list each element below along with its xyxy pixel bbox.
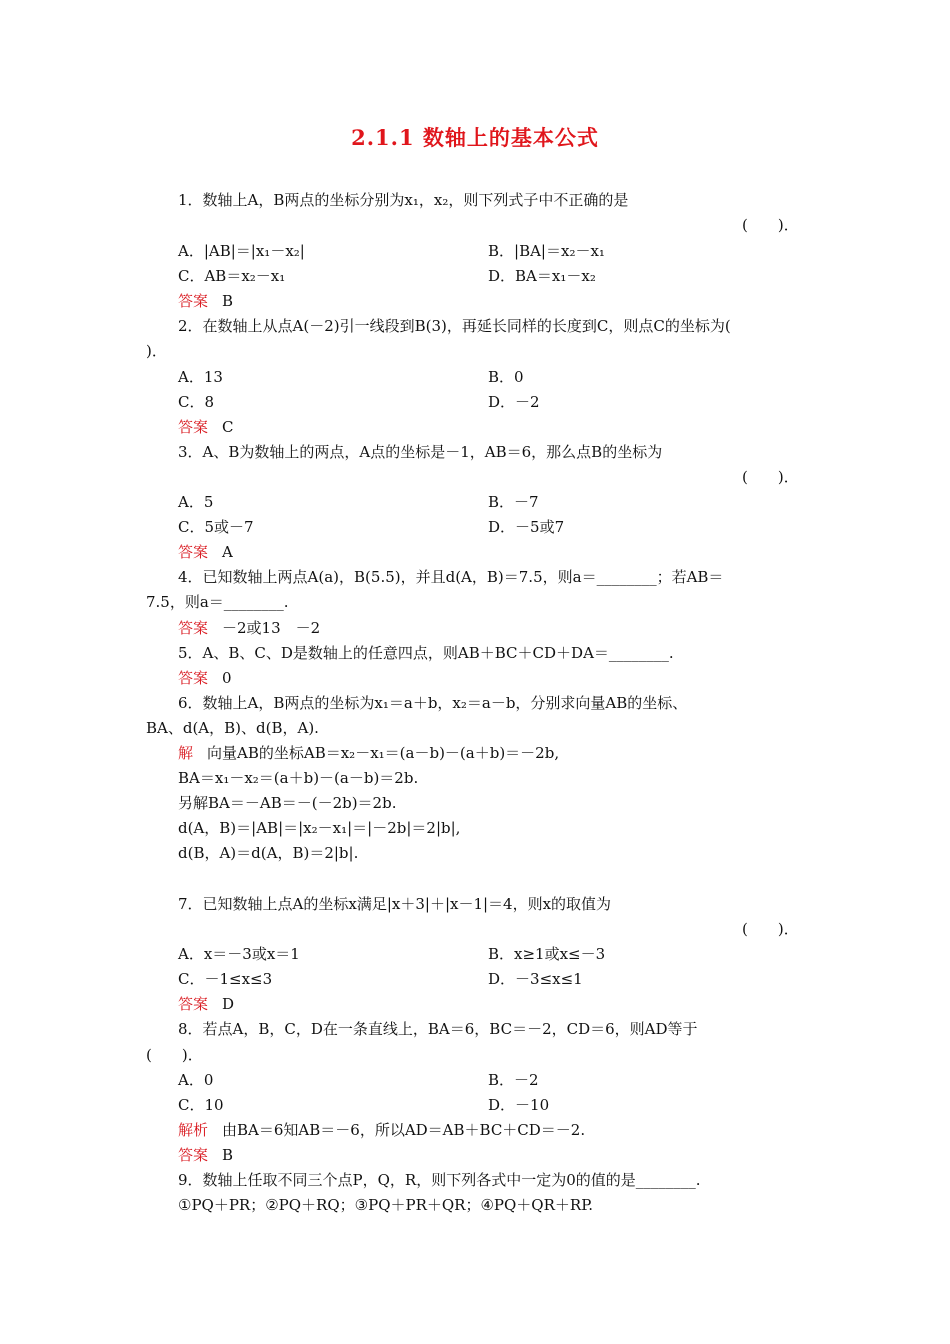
question-2-option-c: C．8 [178,393,215,411]
question-8-answer [178,1145,233,1165]
answer-label: 答案 [178,292,209,310]
answer-label: 答案 [178,543,209,561]
answer-label: 答案 [178,619,209,637]
question-2-option-a: A．13 [178,368,223,386]
answer-value: D [222,995,235,1013]
question-7-option-d: D．－3≤x≤1 [488,970,583,988]
question-7-option-b: B．x≥1或x≤－3 [488,945,606,963]
answer-value: B [222,292,234,310]
answer-value: －2或13 －2 [222,619,321,637]
question-8-option-b: B．－2 [488,1071,539,1089]
question-4-answer [178,618,320,638]
question-8-option-a: A．0 [178,1071,214,1089]
solution-label: 解 [178,744,194,762]
question-1-answer [178,291,233,311]
question-8-stem-cont: ( )． [146,1046,203,1064]
question-1-option-d: D．BA＝x₁－x₂ [488,267,596,285]
question-4-stem-cont: 7.5，则a＝________. [146,593,289,611]
answer-value: 0 [222,669,232,687]
question-6-solution-4: d(A，B)＝|AB|＝|x₂－x₁|＝|－2b|＝2|b|, [178,819,461,837]
answer-label: 答案 [178,669,209,687]
question-2-option-d: D．－2 [488,393,540,411]
question-8-analysis [178,1120,585,1140]
question-6-stem: 6．数轴上A，B两点的坐标为x₁＝a＋b，x₂＝a－b，分别求向量AB的坐标、 [178,694,688,712]
answer-label: 答案 [178,995,209,1013]
question-4-stem: 4．已知数轴上两点A(a)，B(5.5)，并且d(A，B)＝7.5，则a＝________；若AB＝ [178,568,724,586]
question-5-answer [178,668,232,688]
answer-label: 答案 [178,1146,209,1164]
question-1-option-c: C．AB＝x₂－x₁ [178,267,286,285]
question-7-stem: 7．已知数轴上点A的坐标x满足|x＋3|＋|x－1|＝4，则x的取值为 [178,895,612,913]
question-2-answer [178,417,234,437]
question-7-answer [178,994,234,1014]
question-6-solution-3: 另解BA＝－AB＝－(－2b)＝2b. [178,794,397,812]
answer-label: 答案 [178,418,209,436]
question-5-stem: 5．A、B、C、D是数轴上的任意四点，则AB＋BC＋CD＋DA＝________. [178,644,674,662]
answer-value: A [222,543,233,561]
question-1-paren: ( )． [742,216,799,234]
question-3-option-a: A．5 [178,493,214,511]
question-2-stem-cont: )． [146,342,167,360]
answer-value: B [222,1146,234,1164]
question-2-option-b: B．0 [488,368,524,386]
question-8-option-d: D．－10 [488,1096,550,1114]
question-6-solution-1 [178,743,559,763]
question-7-option-c: C．－1≤x≤3 [178,970,273,988]
question-1-stem: 1．数轴上A，B两点的坐标分别为x₁，x₂，则下列式子中不正确的是 [178,191,629,209]
page-title: 2.1.1 数轴上的基本公式 [351,125,599,150]
question-7-option-a: A．x＝－3或x＝1 [178,945,300,963]
question-3-answer [178,542,233,562]
question-8-option-c: C．10 [178,1096,224,1114]
answer-value: C [222,418,234,436]
question-6-stem-cont: BA、d(A，B)、d(B，A). [146,719,319,737]
analysis-label: 解析 [178,1121,209,1139]
question-8-stem: 8．若点A，B，C，D在一条直线上，BA＝6，BC＝－2，CD＝6，则AD等于 [178,1020,698,1038]
question-7-paren: ( )． [742,920,799,938]
question-6-solution-2: BA＝x₁－x₂＝(a＋b)－(a－b)＝2b. [178,769,419,787]
analysis-text: 由BA＝6知AB＝－6，所以AD＝AB＋BC＋CD＝－2. [222,1121,586,1139]
question-9-stem: 9．数轴上任取不同三个点P，Q，R，则下列各式中一定为0的值的是________. [178,1171,701,1189]
question-3-option-d: D．－5或7 [488,518,565,536]
question-6-solution-5: d(B，A)＝d(A，B)＝2|b|. [178,844,359,862]
solution-text: 向量AB的坐标AB＝x₂－x₁＝(a－b)－(a＋b)＝－2b, [207,744,560,762]
question-3-stem: 3．A、B为数轴上的两点，A点的坐标是－1，AB＝6，那么点B的坐标为 [178,443,663,461]
question-1-option-b: B．|BA|＝x₂－x₁ [488,242,605,260]
question-2-stem: 2．在数轴上从点A(－2)引一线段到B(3)，再延长同样的长度到C，则点C的坐标为( [178,317,731,335]
question-1-option-a: A．|AB|＝|x₁－x₂| [178,242,305,260]
question-3-paren: ( )． [742,468,799,486]
question-9-options: ①PQ＋PR；②PQ＋RQ；③PQ＋PR＋QR；④PQ＋QR＋RP. [178,1196,594,1214]
question-3-option-b: B．－7 [488,493,539,511]
question-3-option-c: C．5或－7 [178,518,254,536]
